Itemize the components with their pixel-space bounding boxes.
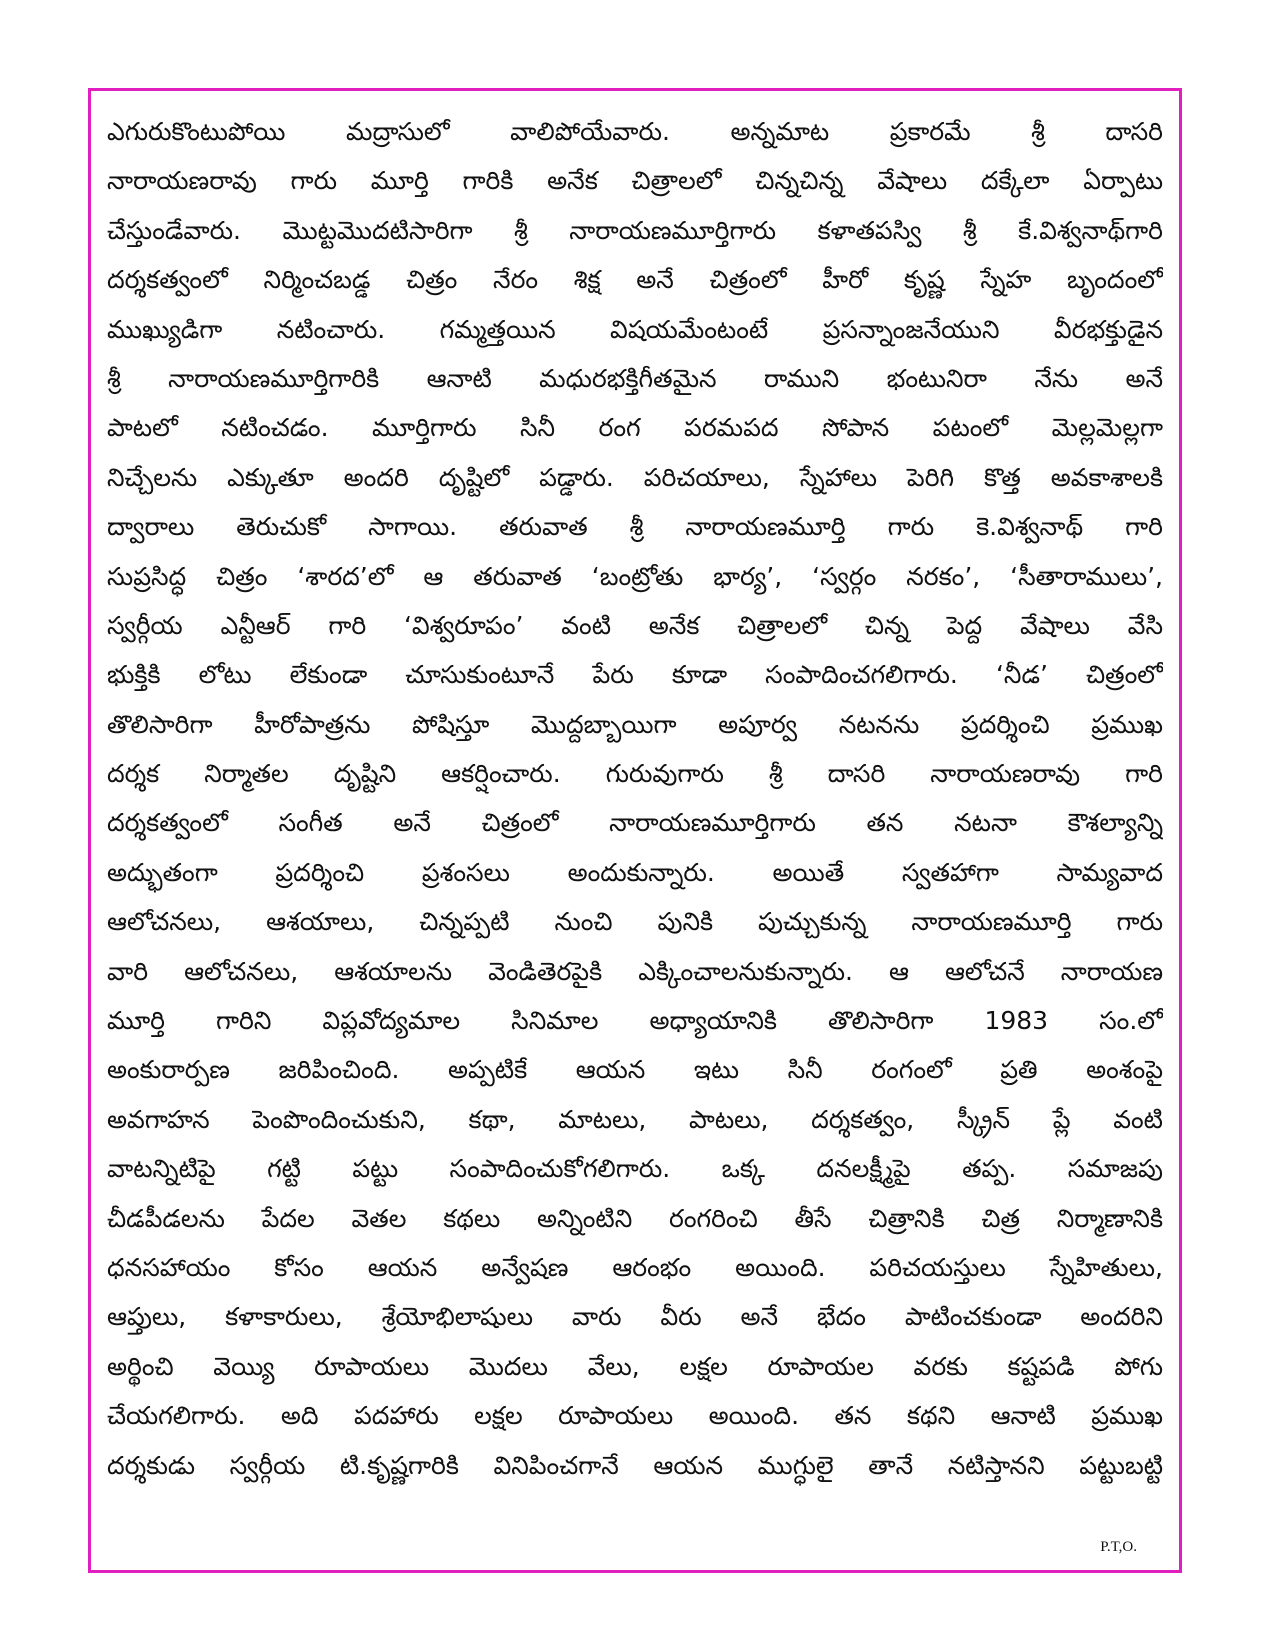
text-line: అవగాహన పెంపొందించుకుని, కథా, మాటలు, పాటలు, దర్శకత్వం, స్క్రీన్ ప్లే వంటి xyxy=(107,1104,1163,1134)
text-line: తొలిసారిగా హీరోపాత్రను పోషిస్తూ మొద్దబ్బాయిగా అపూర్వ నటనను ప్రదర్శించి ప్రముఖ xyxy=(107,709,1163,739)
text-line: దర్శకత్వంలో సంగీత అనే చిత్రంలో నారాయణమూర్తిగారు తన నటనా కౌశల్యాన్ని xyxy=(107,808,1163,838)
text-line: శ్రీ నారాయణమూర్తిగారికి ఆనాటి మధురభక్తిగీతమైన రాముని భంటునిరా నేను అనే xyxy=(107,363,1163,393)
text-line: అద్భుతంగా ప్రదర్శించి ప్రశంసలు అందుకున్నారు. అయితే స్వతహాగా సామ్యవాద xyxy=(107,857,1163,887)
text-line: చీడపీడలను పేదల వెతల కథలు అన్నింటిని రంగరించి తీసే చిత్రానికి చిత్ర నిర్మాణానికి xyxy=(107,1203,1163,1233)
text-line: నారాయణరావు గారు మూర్తి గారికి అనేక చిత్రాలలో చిన్నచిన్న వేషాలు దక్కేలా ఏర్పాటు xyxy=(107,166,1163,196)
text-line: అంకురార్పణ జరిపించింది. అప్పటికే ఆయన ఇటు సినీ రంగంలో ప్రతి అంశంపై xyxy=(107,1055,1163,1085)
text-line: ద్వారాలు తెరుచుకో సాగాయి. తరువాత శ్రీ నారాయణమూర్తి గారు కె.విశ్వనాథ్ గారి xyxy=(107,512,1163,542)
text-line: ఆలోచనలు, ఆశయాలు, చిన్నప్పటి నుంచి పునికి పుచ్చుకున్న నారాయణమూర్తి గారు xyxy=(107,907,1163,937)
page-turn-note: P.T,O. xyxy=(1100,1539,1137,1555)
page-border xyxy=(88,88,1182,1573)
text-line: పాటలో నటించడం. మూర్తిగారు సినీ రంగ పరమపద సోపాన పటంలో మెల్లమెల్లగా xyxy=(107,413,1163,443)
text-line: వారి ఆలోచనలు, ఆశయాలను వెండితెరపైకి ఎక్కించాలనుకున్నారు. ఆ ఆలోచనే నారాయణ xyxy=(107,956,1163,986)
text-body xyxy=(107,107,1163,1526)
text-line: స్వర్గీయ ఎన్టీఆర్ గారి ‘విశ్వరూపం’ వంటి అనేక చిత్రాలలో చిన్న పెద్ద వేషాలు వేసి xyxy=(107,610,1163,640)
text-line: వాటన్నిటిపై గట్టి పట్టు సంపాదించుకోగలిగారు. ఒక్క దనలక్ష్మీపై తప్ప. సమాజపు xyxy=(107,1154,1163,1184)
text-line: ధనసహాయం కోసం ఆయన అన్వేషణ ఆరంభం అయింది. పరిచయస్తులు స్నేహితులు, xyxy=(107,1252,1163,1282)
text-line: అర్థించి వెయ్యి రూపాయలు మొదలు వేలు, లక్షల రూపాయల వరకు కష్టపడి పోగు xyxy=(107,1351,1163,1381)
text-line: దర్శకుడు స్వర్గీయ టి.కృష్ణగారికి వినిపించగానే ఆయన ముగ్ధులై తానే నటిస్తానని పట్టుబట్టి xyxy=(107,1450,1163,1480)
text-line: భుక్తికి లోటు లేకుండా చూసుకుంటూనే పేరు కూడా సంపాదించగలిగారు. ‘నీడ’ చిత్రంలో xyxy=(107,660,1163,690)
text-line: దర్శక నిర్మాతల దృష్టిని ఆకర్షించారు. గురువుగారు శ్రీ దాసరి నారాయణరావు గారి xyxy=(107,759,1163,789)
text-line: సుప్రసిద్ధ చిత్రం ‘శారద’లో ఆ తరువాత ‘బంట్రోతు భార్య’, ‘స్వర్గం నరకం’, ‘సీతారాములు’, xyxy=(107,561,1163,591)
text-line: ముఖ్యుడిగా నటించారు. గమ్మత్తయిన విషయమేంటంటే ప్రసన్నాంజనేయుని వీరభక్తుడైన xyxy=(107,314,1163,344)
text-line: చేస్తుండేవారు. మొట్టమొదటిసారిగా శ్రీ నారాయణమూర్తిగారు కళాతపస్వి శ్రీ కే.విశ్వనాథ్‌గారి xyxy=(107,215,1163,245)
text-line: నిచ్చేలను ఎక్కుతూ అందరి దృష్టిలో పడ్డారు. పరిచయాలు, స్నేహాలు పెరిగి కొత్త అవకాశాలకి xyxy=(107,462,1163,492)
text-line: చేయగలిగారు. అది పదహారు లక్షల రూపాయలు అయింది. తన కథని ఆనాటి ప్రముఖ xyxy=(107,1401,1163,1431)
text-line: దర్శకత్వంలో నిర్మించబడ్డ చిత్రం నేరం శిక్ష అనే చిత్రంలో హీరో కృష్ణ స్నేహ బృందంలో xyxy=(107,265,1163,295)
text-line: మూర్తి గారిని విప్లవోద్యమాల సినిమాల అధ్యాయానికి తొలిసారిగా 1983 సం.లో xyxy=(107,1006,1163,1036)
text-line: ఆప్తులు, కళాకారులు, శ్రేయోభిలాషులు వారు వీరు అనే భేదం పాటించకుండా అందరిని xyxy=(107,1302,1163,1332)
text-line: ఎగురుకొంటుపోయి మద్రాసులో వాలిపోయేవారు. అన్నమాట ప్రకారమే శ్రీ దాసరి xyxy=(107,117,1163,146)
